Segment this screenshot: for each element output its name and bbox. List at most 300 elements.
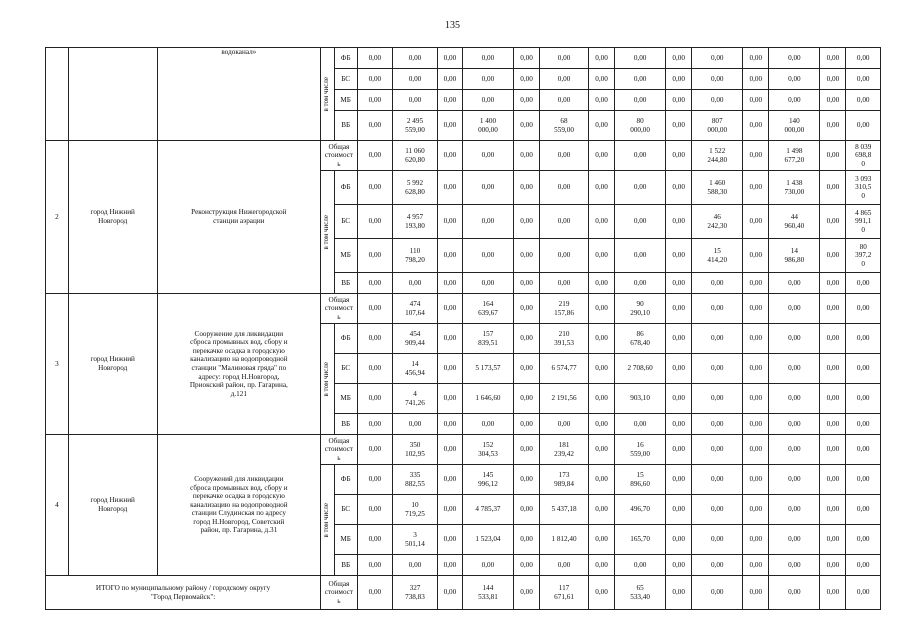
value-cell: 0,00 [357, 495, 392, 525]
value-cell: 0,00 [437, 525, 462, 555]
value-cell: 2 708,60 [615, 354, 666, 384]
value-cell: 0,00 [846, 555, 881, 576]
value-cell: 0,00 [769, 324, 820, 354]
value-cell: 0,00 [769, 354, 820, 384]
in-total-text: в том числе [322, 361, 331, 397]
value-cell: 0,00 [513, 205, 539, 239]
value-cell: 1 400 000,00 [462, 111, 513, 141]
value-cell: 0,00 [357, 69, 392, 90]
in-total-vertical-label [321, 324, 335, 435]
value-cell: 0,00 [692, 354, 743, 384]
value-cell: 0,00 [820, 555, 846, 576]
value-cell: 0,00 [462, 205, 513, 239]
value-cell: 0,00 [820, 435, 846, 465]
value-cell: 5 437,18 [540, 495, 589, 525]
value-cell: 0,00 [820, 525, 846, 555]
in-total-vertical-label [321, 465, 335, 576]
value-cell: 0,00 [357, 414, 392, 435]
value-cell: 1 522 244,80 [692, 141, 743, 171]
value-cell: 210 391,53 [540, 324, 589, 354]
value-cell: 0,00 [357, 384, 392, 414]
value-cell: 0,00 [513, 69, 539, 90]
value-cell: 0,00 [540, 273, 589, 294]
value-cell: 0,00 [666, 294, 692, 324]
value-cell: 0,00 [666, 171, 692, 205]
value-cell: 15 414,20 [692, 239, 743, 273]
value-cell: 144 533,81 [462, 576, 513, 610]
value-cell: 0,00 [540, 141, 589, 171]
value-cell: 0,00 [666, 205, 692, 239]
value-cell: 0,00 [357, 205, 392, 239]
value-cell: 0,00 [462, 239, 513, 273]
value-cell: 0,00 [513, 141, 539, 171]
value-cell: 0,00 [820, 90, 846, 111]
value-cell: 0,00 [820, 354, 846, 384]
value-cell: 0,00 [743, 273, 769, 294]
value-cell: 0,00 [589, 171, 615, 205]
value-cell: 0,00 [743, 90, 769, 111]
value-cell: 0,00 [357, 555, 392, 576]
value-cell: 2 495 559,00 [393, 111, 438, 141]
value-cell: 0,00 [820, 294, 846, 324]
value-cell: 0,00 [462, 555, 513, 576]
value-cell: 0,00 [589, 384, 615, 414]
value-cell: 0,00 [513, 48, 539, 69]
value-cell: 0,00 [393, 273, 438, 294]
value-cell: 0,00 [820, 384, 846, 414]
value-cell: 0,00 [820, 69, 846, 90]
value-cell: 0,00 [589, 435, 615, 465]
value-cell: 0,00 [513, 111, 539, 141]
value-cell: 0,00 [692, 495, 743, 525]
value-cell: 0,00 [615, 90, 666, 111]
value-cell: 0,00 [615, 141, 666, 171]
value-cell: 90 290,10 [615, 294, 666, 324]
value-cell: 0,00 [743, 205, 769, 239]
value-cell: 1 438 730,00 [769, 171, 820, 205]
value-cell: 0,00 [357, 525, 392, 555]
value-cell: 0,00 [513, 555, 539, 576]
object-name-cell: Сооружение для ликвидации сброса промывных вод, сбору и перекачке осадка в городскую канализацию на водопроводной станции "Малиновая гряда" по адресу: город Н.Новгород, Приокский район, пр. Гагарина, д.121 [157, 294, 321, 435]
value-cell: 0,00 [357, 48, 392, 69]
value-cell: 3 501,14 [393, 525, 438, 555]
value-cell: 1 498 677,20 [769, 141, 820, 171]
value-cell: 807 000,00 [692, 111, 743, 141]
value-cell: 0,00 [743, 48, 769, 69]
table-row-total [46, 435, 881, 465]
value-cell: 0,00 [357, 465, 392, 495]
value-cell: 0,00 [692, 465, 743, 495]
total-cost-label: Общая стоимост ь [321, 294, 357, 324]
value-cell: 0,00 [437, 324, 462, 354]
value-cell: 0,00 [692, 324, 743, 354]
value-cell: 0,00 [462, 414, 513, 435]
value-cell: 0,00 [846, 576, 881, 610]
value-cell: 0,00 [743, 384, 769, 414]
value-cell: 0,00 [437, 435, 462, 465]
value-cell: 0,00 [846, 525, 881, 555]
value-cell: 0,00 [846, 69, 881, 90]
value-cell: 454 909,44 [393, 324, 438, 354]
value-cell: 0,00 [692, 273, 743, 294]
value-cell: 0,00 [692, 90, 743, 111]
value-cell: 0,00 [589, 273, 615, 294]
value-cell: 0,00 [743, 525, 769, 555]
value-cell: 0,00 [820, 495, 846, 525]
value-cell: 0,00 [743, 354, 769, 384]
value-cell: 0,00 [769, 273, 820, 294]
value-cell: 0,00 [666, 69, 692, 90]
funding-source: ФБ [334, 465, 357, 495]
value-cell: 0,00 [820, 171, 846, 205]
table-row-grand-total [46, 576, 881, 610]
value-cell: 0,00 [589, 525, 615, 555]
value-cell: 0,00 [743, 111, 769, 141]
value-cell: 0,00 [666, 239, 692, 273]
value-cell: 0,00 [437, 354, 462, 384]
in-total-text: в том числе [322, 214, 331, 250]
value-cell: 0,00 [462, 48, 513, 69]
value-cell: 0,00 [615, 273, 666, 294]
value-cell: 0,00 [513, 90, 539, 111]
in-total-text: в том числе [322, 76, 331, 112]
funding-source: МБ [334, 525, 357, 555]
value-cell: 0,00 [513, 384, 539, 414]
value-cell: 0,00 [846, 324, 881, 354]
value-cell: 0,00 [769, 525, 820, 555]
value-cell: 152 304,53 [462, 435, 513, 465]
value-cell: 140 000,00 [769, 111, 820, 141]
value-cell: 0,00 [692, 69, 743, 90]
value-cell: 0,00 [513, 576, 539, 610]
value-cell: 1 812,40 [540, 525, 589, 555]
value-cell: 0,00 [513, 525, 539, 555]
value-cell: 0,00 [846, 48, 881, 69]
value-cell: 0,00 [437, 141, 462, 171]
value-cell: 0,00 [437, 294, 462, 324]
value-cell: 0,00 [743, 69, 769, 90]
in-total-text: в том числе [322, 502, 331, 538]
value-cell: 173 989,84 [540, 465, 589, 495]
value-cell: 474 107,64 [393, 294, 438, 324]
value-cell: 0,00 [357, 171, 392, 205]
value-cell: 0,00 [666, 90, 692, 111]
value-cell: 10 719,25 [393, 495, 438, 525]
funding-source: ВБ [334, 414, 357, 435]
value-cell: 0,00 [666, 111, 692, 141]
value-cell: 0,00 [666, 354, 692, 384]
value-cell: 0,00 [393, 90, 438, 111]
value-cell: 4 865 991,1 0 [846, 205, 881, 239]
value-cell: 0,00 [540, 239, 589, 273]
value-cell: 0,00 [589, 465, 615, 495]
value-cell: 496,70 [615, 495, 666, 525]
value-cell: 0,00 [357, 273, 392, 294]
value-cell: 0,00 [513, 324, 539, 354]
value-cell: 0,00 [692, 294, 743, 324]
value-cell: 0,00 [437, 171, 462, 205]
value-cell: 0,00 [743, 435, 769, 465]
value-cell: 0,00 [589, 141, 615, 171]
value-cell: 0,00 [769, 69, 820, 90]
funding-source: ВБ [334, 273, 357, 294]
value-cell: 4 741,26 [393, 384, 438, 414]
value-cell: 0,00 [589, 555, 615, 576]
value-cell: 0,00 [615, 205, 666, 239]
value-cell: 44 960,40 [769, 205, 820, 239]
table-row-total [46, 141, 881, 171]
value-cell: 0,00 [666, 384, 692, 414]
value-cell: 0,00 [769, 48, 820, 69]
value-cell: 0,00 [357, 111, 392, 141]
value-cell: 1 523,04 [462, 525, 513, 555]
municipality-cell: город Нижний Новгород [68, 435, 157, 576]
value-cell: 0,00 [666, 141, 692, 171]
value-cell: 0,00 [666, 555, 692, 576]
funding-source: МБ [334, 384, 357, 414]
value-cell: 0,00 [540, 205, 589, 239]
value-cell: 0,00 [589, 414, 615, 435]
value-cell: 86 678,40 [615, 324, 666, 354]
value-cell: 0,00 [769, 384, 820, 414]
value-cell: 0,00 [540, 69, 589, 90]
page-number: 135 [445, 20, 460, 31]
value-cell: 335 882,55 [393, 465, 438, 495]
value-cell: 0,00 [769, 414, 820, 435]
value-cell: 0,00 [846, 90, 881, 111]
value-cell: 0,00 [615, 171, 666, 205]
value-cell: 0,00 [393, 69, 438, 90]
municipality-cell: город Нижний Новгород [68, 141, 157, 294]
value-cell: 16 559,00 [615, 435, 666, 465]
value-cell: 0,00 [540, 171, 589, 205]
funding-source: ФБ [334, 171, 357, 205]
value-cell: 0,00 [393, 555, 438, 576]
value-cell: 0,00 [357, 239, 392, 273]
funding-source: ФБ [334, 48, 357, 69]
value-cell: 0,00 [462, 273, 513, 294]
value-cell: 0,00 [589, 495, 615, 525]
value-cell: 0,00 [437, 239, 462, 273]
value-cell: 0,00 [666, 576, 692, 610]
value-cell: 0,00 [743, 555, 769, 576]
value-cell: 0,00 [820, 48, 846, 69]
value-cell: 903,10 [615, 384, 666, 414]
total-cost-label: Общая стоимост ь [321, 435, 357, 465]
value-cell: 0,00 [357, 354, 392, 384]
value-cell: 0,00 [589, 576, 615, 610]
total-cost-label: Общая стоимост ь [321, 141, 357, 171]
value-cell: 0,00 [846, 435, 881, 465]
value-cell: 3 093 310,5 0 [846, 171, 881, 205]
value-cell: 65 533,40 [615, 576, 666, 610]
value-cell: 0,00 [513, 414, 539, 435]
value-cell: 0,00 [846, 495, 881, 525]
value-cell: 0,00 [513, 171, 539, 205]
value-cell: 0,00 [615, 48, 666, 69]
value-cell: 0,00 [820, 273, 846, 294]
value-cell: 0,00 [820, 141, 846, 171]
value-cell: 0,00 [666, 465, 692, 495]
value-cell: 80 000,00 [615, 111, 666, 141]
value-cell: 0,00 [846, 273, 881, 294]
value-cell: 0,00 [437, 69, 462, 90]
funding-source: ФБ [334, 324, 357, 354]
value-cell: 0,00 [666, 48, 692, 69]
value-cell: 0,00 [357, 576, 392, 610]
row-number: 2 [46, 141, 69, 294]
municipality-cell: город Нижний Новгород [68, 294, 157, 435]
funding-source: ВБ [334, 111, 357, 141]
value-cell: 0,00 [769, 555, 820, 576]
value-cell: 0,00 [692, 414, 743, 435]
value-cell: 0,00 [692, 525, 743, 555]
value-cell: 0,00 [820, 205, 846, 239]
value-cell: 0,00 [769, 576, 820, 610]
value-cell: 0,00 [393, 48, 438, 69]
value-cell: 6 574,77 [540, 354, 589, 384]
value-cell: 0,00 [589, 294, 615, 324]
value-cell: 350 102,95 [393, 435, 438, 465]
value-cell: 0,00 [513, 354, 539, 384]
value-cell: 0,00 [820, 465, 846, 495]
value-cell: 0,00 [615, 414, 666, 435]
value-cell: 0,00 [692, 576, 743, 610]
municipality-cell [68, 48, 157, 141]
value-cell: 0,00 [846, 465, 881, 495]
value-cell: 0,00 [846, 354, 881, 384]
value-cell: 145 996,12 [462, 465, 513, 495]
funding-source: БС [334, 495, 357, 525]
value-cell: 0,00 [820, 111, 846, 141]
value-cell: 0,00 [769, 495, 820, 525]
value-cell: 0,00 [437, 576, 462, 610]
value-cell: 15 896,60 [615, 465, 666, 495]
value-cell: 0,00 [615, 239, 666, 273]
value-cell: 0,00 [437, 48, 462, 69]
value-cell: 0,00 [820, 576, 846, 610]
value-cell: 0,00 [437, 555, 462, 576]
value-cell: 0,00 [437, 414, 462, 435]
value-cell: 14 456,94 [393, 354, 438, 384]
value-cell: 0,00 [666, 273, 692, 294]
value-cell: 5 992 628,80 [393, 171, 438, 205]
value-cell: 0,00 [743, 324, 769, 354]
row-number: 4 [46, 435, 69, 576]
value-cell: 164 639,67 [462, 294, 513, 324]
value-cell: 0,00 [589, 354, 615, 384]
value-cell: 0,00 [540, 90, 589, 111]
object-name-cell: Реконструкция Нижегородской станции аэрации [157, 141, 321, 294]
value-cell: 0,00 [513, 239, 539, 273]
value-cell: 0,00 [692, 384, 743, 414]
value-cell: 0,00 [769, 294, 820, 324]
value-cell: 0,00 [437, 90, 462, 111]
value-cell: 0,00 [743, 171, 769, 205]
value-cell: 1 646,60 [462, 384, 513, 414]
value-cell: 0,00 [743, 576, 769, 610]
value-cell: 8 039 698,8 0 [846, 141, 881, 171]
value-cell: 0,00 [589, 111, 615, 141]
funding-source: МБ [334, 239, 357, 273]
value-cell: 0,00 [437, 273, 462, 294]
value-cell: 0,00 [462, 141, 513, 171]
value-cell: 11 060 620,80 [393, 141, 438, 171]
value-cell: 0,00 [846, 111, 881, 141]
funding-source: БС [334, 69, 357, 90]
value-cell: 0,00 [692, 435, 743, 465]
value-cell: 0,00 [357, 324, 392, 354]
value-cell: 0,00 [666, 495, 692, 525]
value-cell: 0,00 [692, 48, 743, 69]
value-cell: 0,00 [743, 495, 769, 525]
value-cell: 14 986,80 [769, 239, 820, 273]
value-cell: 5 173,57 [462, 354, 513, 384]
value-cell: 0,00 [769, 465, 820, 495]
value-cell: 0,00 [615, 555, 666, 576]
value-cell: 0,00 [666, 435, 692, 465]
value-cell: 0,00 [846, 294, 881, 324]
value-cell: 165,70 [615, 525, 666, 555]
funding-source: БС [334, 205, 357, 239]
value-cell: 0,00 [589, 205, 615, 239]
value-cell: 4 957 193,80 [393, 205, 438, 239]
value-cell: 0,00 [540, 48, 589, 69]
value-cell: 110 798,20 [393, 239, 438, 273]
value-cell: 0,00 [462, 69, 513, 90]
value-cell: 0,00 [357, 141, 392, 171]
value-cell: 117 671,61 [540, 576, 589, 610]
value-cell: 0,00 [666, 324, 692, 354]
value-cell: 0,00 [666, 414, 692, 435]
value-cell: 0,00 [437, 465, 462, 495]
value-cell: 4 785,37 [462, 495, 513, 525]
value-cell: 0,00 [393, 414, 438, 435]
value-cell: 0,00 [692, 555, 743, 576]
table-row-total [46, 294, 881, 324]
value-cell: 0,00 [743, 465, 769, 495]
value-cell: 0,00 [462, 171, 513, 205]
table-row [46, 48, 881, 69]
value-cell: 157 839,51 [462, 324, 513, 354]
value-cell: 0,00 [615, 69, 666, 90]
value-cell: 0,00 [666, 525, 692, 555]
value-cell: 219 157,86 [540, 294, 589, 324]
row-number: 3 [46, 294, 69, 435]
value-cell: 0,00 [513, 465, 539, 495]
value-cell: 0,00 [540, 414, 589, 435]
value-cell: 0,00 [846, 384, 881, 414]
value-cell: 0,00 [769, 435, 820, 465]
value-cell: 0,00 [589, 69, 615, 90]
value-cell: 0,00 [589, 48, 615, 69]
value-cell: 0,00 [589, 239, 615, 273]
value-cell: 0,00 [437, 111, 462, 141]
value-cell: 0,00 [357, 294, 392, 324]
value-cell: 0,00 [437, 495, 462, 525]
grand-total-label: ИТОГО по муниципальному району / городскому округу "Город Первомайск": [46, 576, 321, 610]
value-cell: 0,00 [820, 324, 846, 354]
value-cell: 0,00 [513, 435, 539, 465]
row-number [46, 48, 69, 141]
value-cell: 0,00 [513, 294, 539, 324]
value-cell: 68 559,00 [540, 111, 589, 141]
value-cell: 0,00 [846, 414, 881, 435]
funding-source: БС [334, 354, 357, 384]
total-cost-label: Общая стоимост ь [321, 576, 357, 610]
value-cell: 0,00 [820, 414, 846, 435]
financing-table [45, 47, 881, 610]
